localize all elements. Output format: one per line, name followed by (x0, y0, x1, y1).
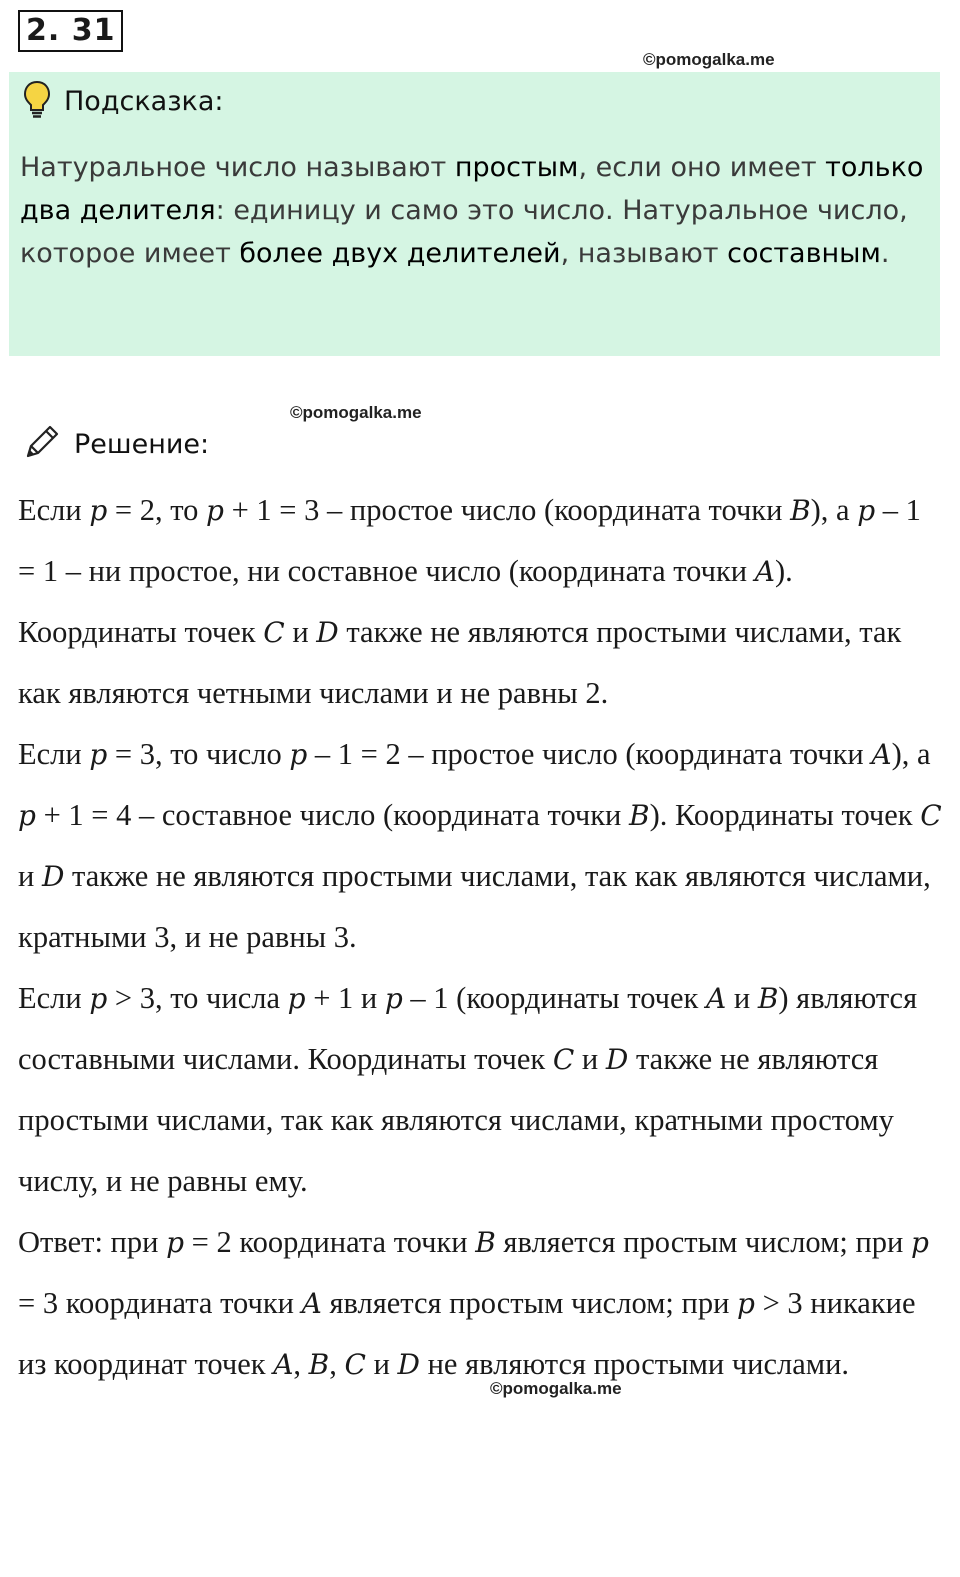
math-variable: B (790, 494, 811, 527)
solution-body (18, 480, 943, 1395)
math-variable: p (18, 799, 36, 832)
math-variable: p (384, 982, 403, 1015)
math-variable: p (89, 738, 108, 771)
solution-paragraph: Если p = 2, то p + 1 = 3 – простое число (координата точки B), а p – 1 = 1 – ни простое, ни составное число (координата точки A). Координаты точек C и D также не являются простыми числами, так как являются четными числами и не равны 2. (18, 493, 921, 710)
math-variable: C (920, 799, 942, 832)
math-variable: C (552, 1043, 575, 1076)
watermark: ©pomogalka.me (490, 1379, 622, 1398)
math-variable: B (308, 1348, 330, 1381)
math-variable: C (263, 616, 285, 649)
solution-paragraph: Если p > 3, то числа p + 1 и p – 1 (координаты точек A и B) являются составными числами. Координаты точек C и D также не являются простыми числами, так как являются числами, кратными простому числу, и не равны ему. (18, 981, 918, 1198)
math-variable: B (629, 799, 650, 832)
watermark: ©pomogalka.me (290, 403, 422, 422)
hint-title: Подсказка: (64, 85, 224, 117)
math-variable: A (273, 1348, 294, 1381)
math-variable: p (89, 982, 108, 1015)
math-variable: A (871, 738, 892, 771)
math-variable: A (754, 555, 775, 588)
math-variable: p (857, 494, 876, 527)
math-variable: p (166, 1226, 184, 1259)
math-variable: C (344, 1348, 366, 1381)
math-variable: p (206, 494, 224, 527)
lightbulb-icon (22, 79, 52, 124)
math-variable: D (41, 860, 65, 893)
solution-header (22, 420, 209, 468)
math-variable: p (89, 494, 108, 527)
term-two-divisors: только два делителя (20, 152, 924, 226)
math-variable: A (301, 1287, 322, 1320)
math-variable: D (397, 1348, 420, 1381)
math-variable: B (475, 1226, 496, 1259)
term-more-divisors: более двух делителей (239, 238, 561, 269)
watermark: ©pomogalka.me (643, 50, 775, 69)
hint-text: Натуральное число называют простым, если оно имеет только два делителя: единицу и само это число. Натуральное число, которое имеет более двух делителей, называют составным. (20, 152, 924, 269)
problem-number: 2. 31 (18, 10, 123, 52)
math-variable: p (911, 1226, 929, 1259)
math-variable: B (757, 982, 779, 1015)
answer-paragraph: Ответ: при p = 2 координата точки B является простым числом; при p = 3 координата точки A является простым числом; при p > 3 никакие из координат точек A, B, C и D не являются простыми числами. (18, 1225, 929, 1381)
math-variable: p (737, 1287, 755, 1320)
math-variable: A (706, 982, 727, 1015)
math-variable: D (605, 1043, 629, 1076)
term-composite: составным (727, 238, 881, 269)
solution-paragraph: Если p = 3, то число p – 1 = 2 – простое число (координата точки A), а p + 1 = 4 – составное число (координата точки B). Координаты точек C и D также не являются простыми числами, так как являются числами, кратными 3, и не равны 3. (18, 737, 942, 954)
math-variable: p (287, 982, 306, 1015)
hint-header (22, 80, 224, 122)
pencil-icon (22, 422, 62, 467)
term-prime: простым (454, 152, 579, 183)
solution-title: Решение: (74, 428, 210, 460)
math-variable: p (289, 738, 308, 771)
math-variable: D (316, 616, 339, 649)
